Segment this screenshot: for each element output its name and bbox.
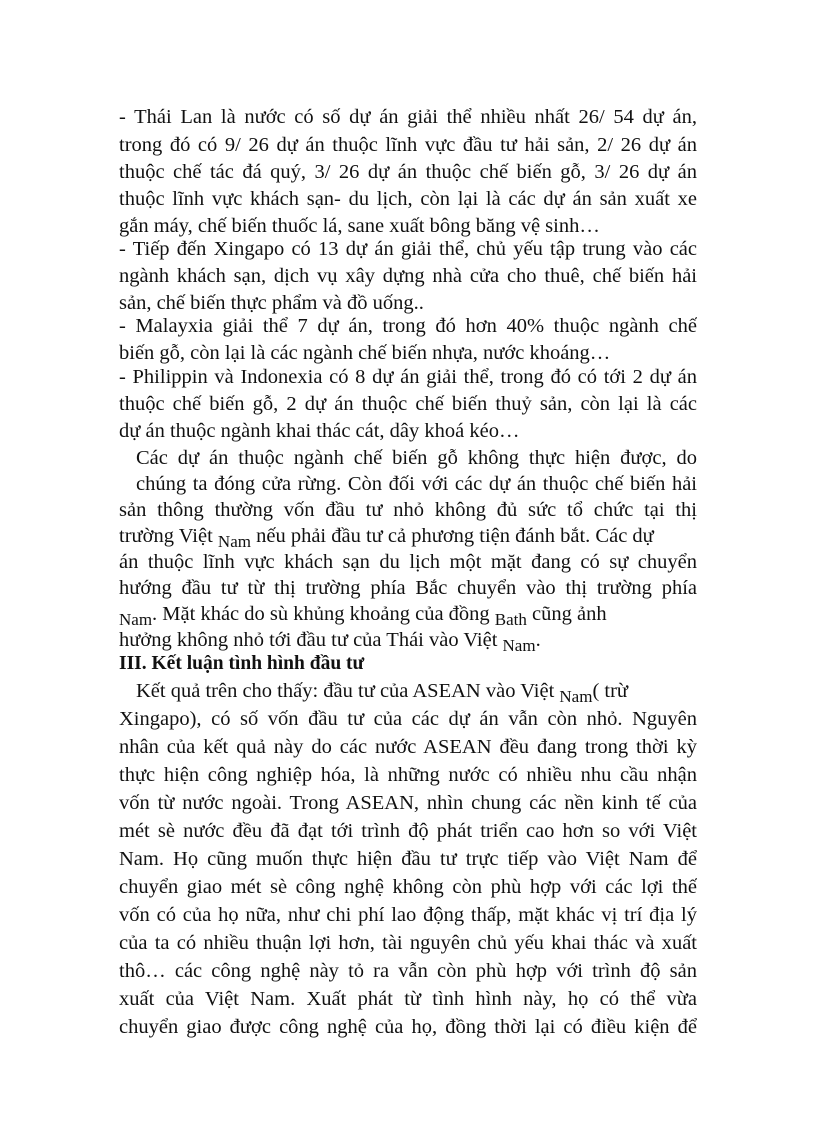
text-line: án thuộc lĩnh vực khách sạn du lịch một mặt đang có sự chuyển xyxy=(119,551,697,573)
text-line: thực hiện công nghiệp hóa, là những nước có nhiều nhu cầu nhận xyxy=(119,764,697,786)
text-line: Nam. Họ cũng muốn thực hiện đầu tư trực tiếp vào Việt Nam để xyxy=(119,848,697,870)
text-fragment: trường Việt xyxy=(119,525,218,547)
text-line: Xingapo), có số vốn đầu tư của các dự án vẫn còn nhỏ. Nguyên xyxy=(119,708,697,730)
subscript-text: Bath xyxy=(494,610,527,627)
text-line: hướng đầu tư từ thị trường phía Bắc chuyển vào thị trường phía xyxy=(119,577,697,599)
subscript-text: Nam xyxy=(119,610,153,627)
subscript-text: Nam xyxy=(559,687,593,704)
text-fragment: nếu phải đầu tư cả phương tiện đánh bắt. Các dự xyxy=(250,525,654,547)
text-line: thuộc chế biến gỗ, 2 dự án thuộc chế biến thuỷ sản, còn lại là các xyxy=(119,393,697,415)
subscript-text: Nam xyxy=(502,636,536,653)
text-line: xuất của Việt Nam. Xuất phát từ tình hình này, họ có thể vừa xyxy=(119,988,697,1010)
text-line xyxy=(119,601,697,627)
text-line: - Thái Lan là nước có số dự án giải thể nhiều nhất 26/ 54 dự án, xyxy=(119,106,697,128)
text-line: thuộc chế tác đá quý, 3/ 26 dự án thuộc chế biến gỗ, 3/ 26 dự án xyxy=(119,161,697,183)
text-line: thuộc lĩnh vực khách sạn- du lịch, còn lại là các dự án sản xuất xe xyxy=(119,188,697,210)
text-fragment: Kết quả trên cho thấy: đầu tư của ASEAN vào Việt xyxy=(136,680,560,702)
section-heading: III. Kết luận tình hình đầu tư xyxy=(119,653,365,674)
text-line: sản thông thường vốn đầu tư nhỏ không đủ sức tổ chức tại thị xyxy=(119,499,697,521)
text-line: nhân của kết quả này do các nước ASEAN đều đang trong thời kỳ xyxy=(119,736,697,758)
text-line: dự án thuộc ngành khai thác cát, dây khoá kéo… xyxy=(119,420,520,442)
text-line: thô… các công nghệ này tỏ ra vẫn còn phù hợp với trình độ sản xyxy=(119,960,697,982)
text-line: biến gỗ, còn lại là các ngành chế biến nhựa, nước khoáng… xyxy=(119,342,611,364)
text-line: gắn máy, chế biến thuốc lá, sane xuất bông băng vệ sinh… xyxy=(119,215,600,237)
text-fragment: hưởng không nhỏ tới đầu tư của Thái vào Việt xyxy=(119,629,503,651)
text-line: mét sè nước đều đã đạt tới trình độ phát triển cao hơn so với Việt xyxy=(119,820,697,842)
text-line: sản, chế biến thực phẩm và đồ uống.. xyxy=(119,292,424,314)
text-line: vốn có của họ nữa, như chi phí lao động thấp, mặt khác vị trí địa lý xyxy=(119,904,697,926)
text-line: - Malayxia giải thể 7 dự án, trong đó hơn 40% thuộc ngành chế xyxy=(119,315,697,337)
text-line: của ta có nhiều thuận lợi hơn, tài nguyên chủ yếu khai thác và xuất xyxy=(119,932,697,954)
text-line xyxy=(119,523,697,549)
text-line: chúng ta đóng cửa rừng. Còn đối với các dự án thuộc chế biến hải xyxy=(136,473,697,495)
text-line: chuyển giao mét sè công nghệ không còn phù hợp với các lợi thế xyxy=(119,876,697,898)
text-line: - Philippin và Indonexia có 8 dự án giải thể, trong đó có tới 2 dự án xyxy=(119,366,697,388)
text-line: trong đó có 9/ 26 dự án thuộc lĩnh vực đầu tư hải sản, 2/ 26 dự án xyxy=(119,134,697,156)
text-fragment: . Mặt khác do sù khủng khoảng của đồng xyxy=(152,603,495,625)
text-line: - Tiếp đến Xingapo có 13 dự án giải thể, chủ yếu tập trung vào các xyxy=(119,238,697,260)
text-line: ngành khách sạn, dịch vụ xây dựng nhà cửa cho thuê, chế biến hải xyxy=(119,265,697,287)
text-line xyxy=(136,678,697,704)
text-fragment: ( trừ xyxy=(592,680,629,702)
text-line: vốn từ nước ngoài. Trong ASEAN, nhìn chung các nền kinh tế của xyxy=(119,792,697,814)
text-line xyxy=(119,627,697,653)
text-line: chuyển giao được công nghệ của họ, đồng thời lại có điều kiện để xyxy=(119,1016,697,1038)
text-fragment: . xyxy=(535,629,541,651)
text-fragment: cũng ảnh xyxy=(526,603,607,625)
text-line: Các dự án thuộc ngành chế biến gỗ không thực hiện được, do xyxy=(136,447,697,469)
subscript-text: Nam xyxy=(217,532,251,549)
